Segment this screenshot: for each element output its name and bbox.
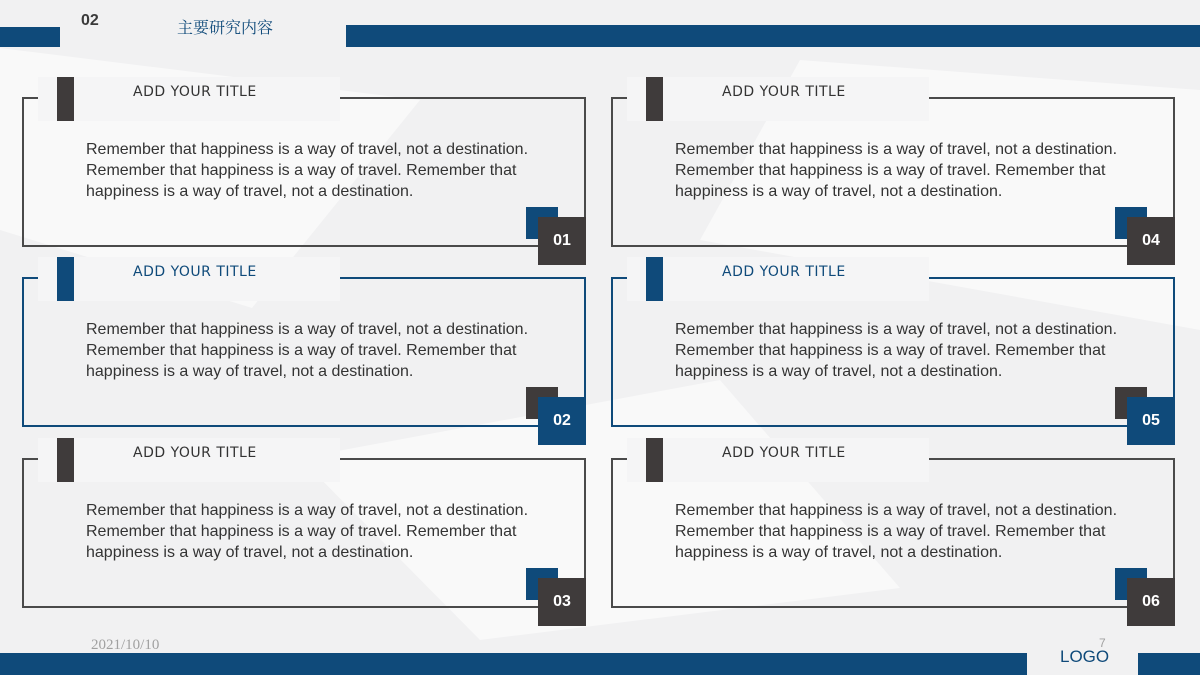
card-body-text: Remember that happiness is a way of travel, not a destination. Remember that happiness is a way of travel. Remember that happiness is a way of travel, not a destination. [86, 502, 529, 561]
card-accent-bar [57, 257, 74, 301]
card-accent-bar [57, 77, 74, 121]
content-card-5 [611, 257, 1175, 429]
content-card-3 [22, 438, 586, 610]
card-number-badge: 03 [538, 578, 586, 626]
card-accent-bar [646, 257, 663, 301]
content-card-4 [611, 77, 1175, 249]
card-body-text: Remember that happiness is a way of travel, not a destination. Remember that happiness is a way of travel. Remember that happiness is a way of travel, not a destination. [675, 321, 1118, 380]
card-body-text: Remember that happiness is a way of travel, not a destination. Remember that happiness is a way of travel. Remember that happiness is a way of travel, not a destination. [675, 502, 1118, 561]
card-title: ADD YOUR TITLE [133, 84, 257, 100]
card-body-text: Remember that happiness is a way of travel, not a destination. Remember that happiness is a way of travel. Remember that happiness is a way of travel, not a destination. [675, 141, 1118, 200]
footer-date: 2021/10/10 [91, 637, 160, 653]
card-body-text: Remember that happiness is a way of travel, not a destination. Remember that happiness is a way of travel. Remember that happiness is a way of travel, not a destination. [86, 141, 529, 200]
card-title: ADD YOUR TITLE [722, 264, 846, 280]
card-accent-bar [646, 77, 663, 121]
card-number-badge: 02 [538, 397, 586, 445]
card-title: ADD YOUR TITLE [133, 264, 257, 280]
card-title: ADD YOUR TITLE [133, 445, 257, 461]
header-bar-left [0, 27, 60, 47]
card-title: ADD YOUR TITLE [722, 445, 846, 461]
content-card-6 [611, 438, 1175, 610]
card-number-badge: 04 [1127, 217, 1175, 265]
card-number-badge: 06 [1127, 578, 1175, 626]
card-accent-bar [57, 438, 74, 482]
header-bar-right [346, 25, 1200, 47]
content-card-1 [22, 77, 586, 249]
card-number-badge: 05 [1127, 397, 1175, 445]
section-title: 主要研究内容 [177, 18, 274, 37]
card-accent-bar [646, 438, 663, 482]
page-number: 7 [1099, 636, 1106, 650]
footer-bar-right [1138, 653, 1200, 675]
card-body-text: Remember that happiness is a way of travel, not a destination. Remember that happiness is a way of travel. Remember that happiness is a way of travel, not a destination. [86, 321, 529, 380]
section-number: 02 [81, 12, 99, 29]
footer-bar-left [0, 653, 1027, 675]
card-title: ADD YOUR TITLE [722, 84, 846, 100]
logo: LOGO [1060, 647, 1110, 666]
card-number-badge: 01 [538, 217, 586, 265]
content-card-2 [22, 257, 586, 429]
